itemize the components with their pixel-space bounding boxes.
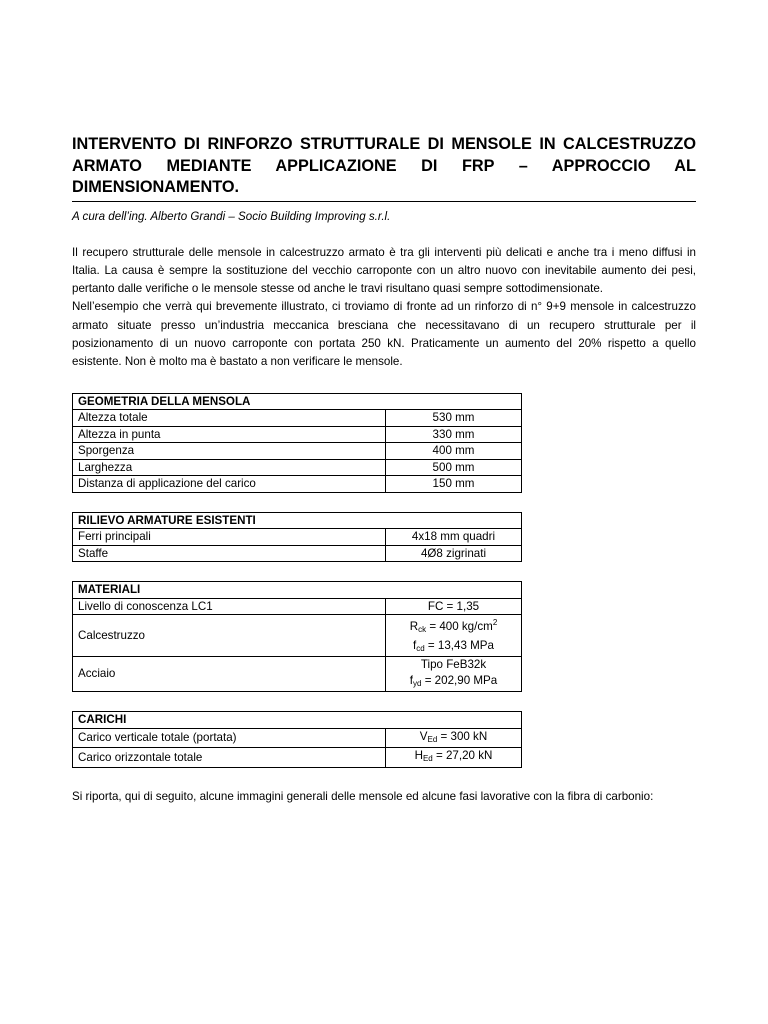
geometria-table	[72, 393, 522, 493]
table-row	[73, 529, 522, 546]
table-row	[73, 426, 522, 443]
row-label: Larghezza	[73, 459, 386, 476]
intro-paragraph-2: Nell’esempio che verrà qui brevemente illustrato, ci troviamo di fronte ad un rinforzo di n° 9+9 mensole in calcestruzzo armato situate presso un’industria meccanica bresciana che necessitavano di un recupero strutturale per il posizionamento di un nuovo carroponte con portata 250 kN. Praticamente un aumento del 20% rispetto a quello esistente. Non è molto ma è bastato a non verificare le mensole.	[72, 300, 696, 369]
steel-type: Tipo FeB32k	[420, 658, 487, 672]
row-value: 150 mm	[386, 476, 522, 493]
row-label: Acciaio	[73, 657, 386, 692]
table-row	[73, 598, 522, 615]
row-label: Altezza in punta	[73, 426, 386, 443]
table-row	[73, 443, 522, 460]
armature-table	[72, 512, 522, 563]
table-header: RILIEVO ARMATURE ESISTENTI	[73, 512, 522, 529]
carichi-table	[72, 711, 522, 768]
rck-value: $R_{ck} = 400$ $kg/cm^2$	[409, 618, 498, 635]
table-row	[73, 545, 522, 562]
intro-paragraph-1: Il recupero strutturale delle mensole in calcestruzzo armato è tra gli interventi più delicati e anche tra i meno diffusi in Italia. La causa è sempre la sostituzione del vecchio carroponte con un altro nuovo con inevitabile aumento dei pesi, pertanto dalle verifiche o le mensole stesse od anche le travi risultano quasi sempre sottodimensionate.	[72, 245, 696, 296]
fcd-value: $f_{cd} = 13,43$ MPa	[413, 638, 494, 653]
table-header: MATERIALI	[73, 582, 522, 599]
materiali-table	[72, 581, 522, 692]
row-value	[386, 657, 522, 692]
table-row	[73, 459, 522, 476]
row-value: 500 mm	[386, 459, 522, 476]
author-line: A cura dell’ing. Alberto Grandi – Socio Building Improving s.r.l.	[72, 209, 391, 223]
row-value: 400 mm	[386, 443, 522, 460]
row-label: Ferri principali	[73, 529, 386, 546]
row-value: 530 mm	[386, 410, 522, 427]
row-value: FC = 1,35	[386, 598, 522, 615]
row-label: Livello di conoscenza LC1	[73, 598, 386, 615]
row-value	[386, 615, 522, 657]
row-value: 4x18 mm quadri	[386, 529, 522, 546]
table-row	[73, 657, 522, 692]
row-label: Distanza di applicazione del carico	[73, 476, 386, 493]
table-header: GEOMETRIA DELLA MENSOLA	[73, 393, 522, 410]
row-value: $V_{Ed} = 300$ kN	[386, 728, 522, 748]
row-label: Sporgenza	[73, 443, 386, 460]
fyd-value: $f_{yd} = 202,90$ MPa	[409, 673, 498, 688]
row-label: Carico verticale totale (portata)	[73, 728, 386, 748]
table-row	[73, 476, 522, 493]
row-value: 4Ø8 zigrinati	[386, 545, 522, 562]
row-label: Calcestruzzo	[73, 615, 386, 657]
row-label: Carico orizzontale totale	[73, 748, 386, 768]
table-row	[73, 615, 522, 657]
row-value: 330 mm	[386, 426, 522, 443]
table-row	[73, 410, 522, 427]
row-label: Altezza totale	[73, 410, 386, 427]
table-header: CARICHI	[73, 712, 522, 729]
row-value: $H_{Ed} = 27,20$ kN	[386, 748, 522, 768]
row-label: Staffe	[73, 545, 386, 562]
document-page	[72, 134, 696, 806]
document-title: INTERVENTO DI RINFORZO STRUTTURALE DI MENSOLE IN CALCESTRUZZO ARMATO MEDIANTE APPLICAZIONE DI FRP – APPROCCIO AL DIMENSIONAMENTO.	[72, 134, 696, 202]
closing-paragraph: Si riporta, qui di seguito, alcune immagini generali delle mensole ed alcune fasi lavorative con la fibra di carbonio:	[72, 789, 654, 803]
table-row	[73, 748, 522, 768]
table-row	[73, 728, 522, 748]
